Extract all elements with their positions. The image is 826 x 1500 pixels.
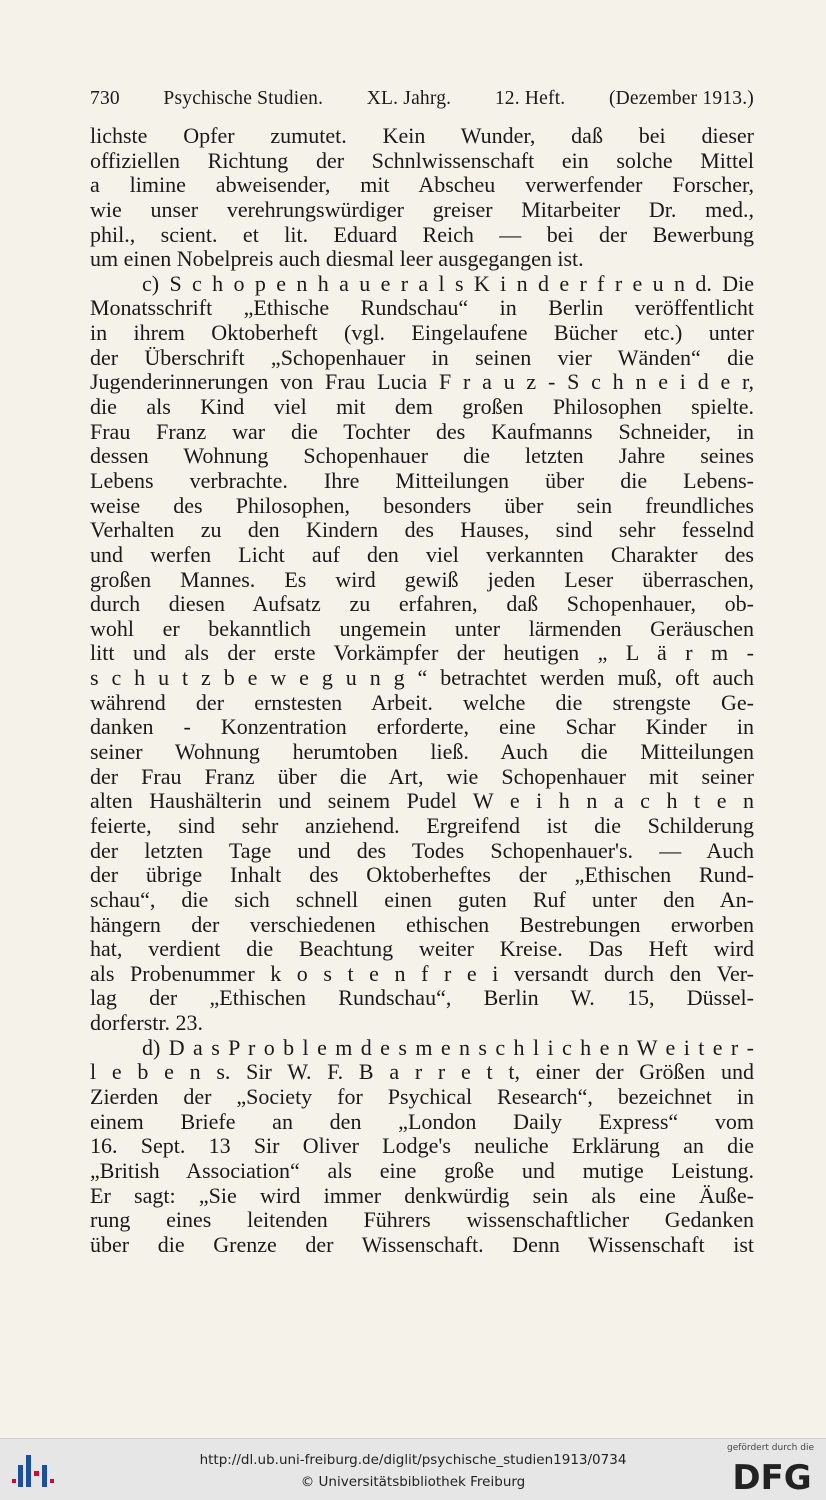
body-text bbox=[90, 124, 754, 1257]
text-line: als Probenummer k o s t e n f r e i versandt durch den Ver- bbox=[90, 960, 754, 986]
text-line: großen Mannes. Es wird gewiß jeden Leser überraschen, bbox=[90, 566, 754, 592]
funder-note: gefördert durch die bbox=[727, 1443, 814, 1453]
text-line: Er sagt: „Sie wird immer denkwürdig sein als eine Äuße- bbox=[90, 1182, 754, 1208]
text-line: durch diesen Aufsatz zu erfahren, daß Schopenhauer, ob- bbox=[90, 591, 754, 617]
text-line: feierte, sind sehr anziehend. Ergreifend ist die Schilderung bbox=[90, 812, 754, 838]
text-line: der Überschrift „Schopenhauer in seinen vier Wänden“ die bbox=[90, 344, 754, 370]
text-line: schau“, die sich schnell einen guten Ruf unter den An- bbox=[90, 886, 754, 912]
text-line: l e b e n s. Sir W. F. B a r r e t t, einer der Größen und bbox=[90, 1059, 754, 1085]
text-line: a limine abweisender, mit Abscheu verwerfender Forscher, bbox=[90, 172, 754, 198]
text-line: wie unser verehrungswürdiger greiser Mitarbeiter Dr. med., bbox=[90, 196, 754, 222]
text-line: dessen Wohnung Schopenhauer die letzten Jahre seines bbox=[90, 443, 754, 469]
text-line: Lebens verbrachte. Ihre Mitteilungen über die Lebens- bbox=[90, 467, 754, 493]
text-line: Verhalten zu den Kindern des Hauses, sind sehr fesselnd bbox=[90, 517, 754, 543]
funder-logo bbox=[728, 1443, 814, 1497]
text-line: lichste Opfer zumutet. Kein Wunder, daß bei dieser bbox=[90, 123, 754, 148]
volume-label: XL. Jahrg. bbox=[366, 88, 452, 109]
text-line: der übrige Inhalt des Oktoberheftes der „Ethischen Rund- bbox=[90, 862, 754, 888]
text-line: hängern der verschiedenen ethischen Bestrebungen erworben bbox=[90, 911, 754, 937]
text-line: und werfen Licht auf den viel verkannten Charakter des bbox=[90, 541, 754, 567]
text-line: phil., scient. et lit. Eduard Reich — bei der Bewerbung bbox=[90, 221, 754, 247]
copyright-notice: © Universitätsbibliothek Freiburg bbox=[300, 1474, 526, 1490]
running-header bbox=[90, 88, 754, 110]
text-line: in ihrem Oktoberheft (vgl. Eingelaufene Bücher etc.) unter bbox=[90, 320, 754, 346]
text-line: weise des Philosophen, besonders über sein freundliches bbox=[90, 492, 754, 518]
text-line: die als Kind viel mit dem großen Philosophen spielte. bbox=[90, 394, 754, 420]
text-line: 16. Sept. 13 Sir Oliver Lodge's neuliche Erklärung an die bbox=[90, 1133, 754, 1159]
section-heading-line: c) S c h o p e n h a u e r a l s K i n d e r f r e u n d. Die bbox=[142, 270, 754, 296]
text-line: Jugenderinnerungen von Frau Lucia F r a u z - S c h n e i d e r, bbox=[90, 369, 754, 395]
dfg-logo-icon bbox=[730, 1457, 814, 1495]
section-heading-line: d) D a s P r o b l e m d e s m e n s c h l i c h e n W e i t e r - bbox=[142, 1034, 754, 1060]
text-line: alten Haushälterin und seinem Pudel W e i h n a c h t e n bbox=[90, 788, 754, 814]
text-line: rung eines leitenden Führers wissenschaftlicher Gedanken bbox=[90, 1207, 754, 1233]
issue-label: 12. Heft. bbox=[494, 88, 566, 109]
issue-date: (Dezember 1913.) bbox=[608, 88, 754, 109]
text-line: während der ernstesten Arbeit. welche die strengste Ge- bbox=[90, 689, 754, 715]
text-line: der letzten Tage und des Todes Schopenhauer's. — Auch bbox=[90, 837, 754, 863]
viewer-footer bbox=[0, 1438, 826, 1500]
text-line: dorferstr. 23. bbox=[90, 1010, 204, 1036]
text-line: seiner Wohnung herumtoben ließ. Auch die Mitteilungen bbox=[90, 739, 754, 765]
journal-title: Psychische Studien. bbox=[163, 88, 324, 109]
text-line: der Frau Franz über die Art, wie Schopenhauer mit seiner bbox=[90, 763, 754, 789]
text-line: danken - Konzentration erforderte, eine Schar Kinder in bbox=[90, 714, 754, 740]
text-line: einem Briefe an den „London Daily Express“ vom bbox=[90, 1108, 754, 1134]
text-line: hat, verdient die Beachtung weiter Kreise. Das Heft wird bbox=[90, 936, 754, 962]
text-line: s c h u t z b e w e g u n g “ betrachtet werden muß, oft auch bbox=[90, 665, 754, 691]
text-line: „British Association“ als eine große und mutige Leistung. bbox=[90, 1157, 754, 1183]
text-line: Frau Franz war die Tochter des Kaufmanns Schneider, in bbox=[90, 418, 754, 444]
text-line: litt und als der erste Vorkämpfer der heutigen „ L ä r m - bbox=[90, 640, 754, 666]
text-line: wohl er bekanntlich ungemein unter lärmenden Geräuschen bbox=[90, 615, 754, 641]
text-line: Zierden der „Society for Psychical Research“, bezeichnet in bbox=[90, 1083, 754, 1109]
page-number: 730 bbox=[90, 88, 120, 109]
text-line: um einen Nobelpreis auch diesmal leer ausgegangen ist. bbox=[90, 246, 584, 272]
text-line: lag der „Ethischen Rundschau“, Berlin W. 15, Düssel- bbox=[90, 985, 754, 1011]
permalink-url[interactable]: http://dl.ub.uni-freiburg.de/diglit/psychische_studien1913/0734 bbox=[199, 1452, 627, 1468]
dfg-logo-text: DFG bbox=[732, 1458, 812, 1495]
text-line: offiziellen Richtung der Schnlwissenschaft ein solche Mittel bbox=[90, 147, 754, 173]
text-line: über die Grenze der Wissenschaft. Denn Wissenschaft ist bbox=[90, 1231, 754, 1257]
text-line: Monatsschrift „Ethische Rundschau“ in Berlin veröffentlicht bbox=[90, 295, 754, 321]
